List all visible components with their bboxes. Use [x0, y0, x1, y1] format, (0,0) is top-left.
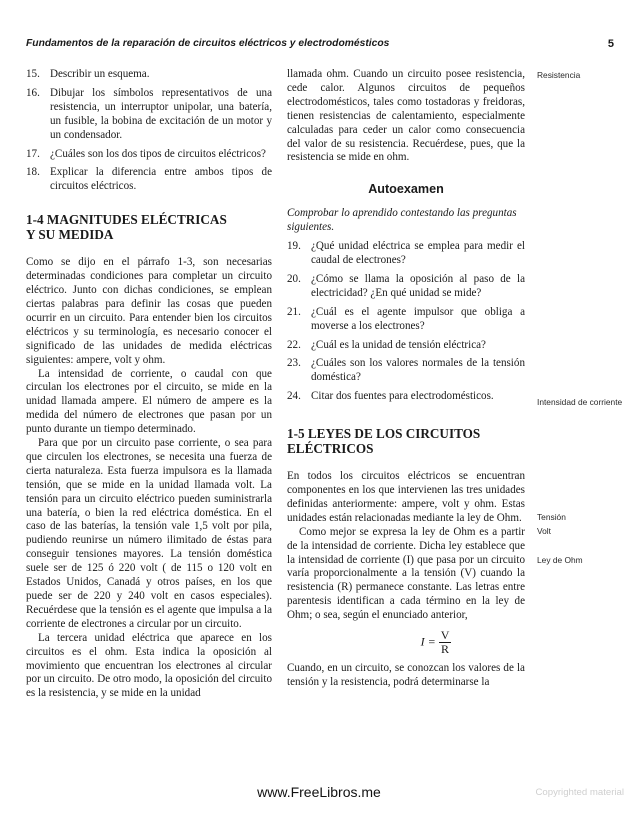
question-number: 20.: [287, 272, 301, 285]
heading-line: Y SU MEDIDA: [26, 227, 114, 243]
margin-note-intensidad: Intensidad de corriente: [537, 397, 623, 407]
question-item: [26, 166, 272, 194]
question-item: [287, 306, 525, 334]
margin-note-resistencia: Resistencia: [537, 70, 581, 80]
question-text: ¿Cuáles son los dos tipos de circuitos eléctricos?: [50, 147, 266, 160]
autoexamen-intro: Comprobar lo aprendido contestando las preguntas siguientes.: [287, 207, 517, 234]
formula-numerator: V: [440, 628, 450, 643]
question-item: [287, 339, 525, 353]
question-text: ¿Cómo se llama la oposición al paso de la electricidad? ¿En qué unidad se mide?: [311, 272, 525, 299]
paragraph: Como mejor se expresa la ley de Ohm es a partir de la intensidad de corriente. Dicha ley establece que la intensidad de corriente (I) que pasa por un circuito varía proporcionalmente a la tensión (V) cuando la resistencia (R) permanece constante. Las letras entre parentesis identifican a cada término en la ley de Ohm; o sea, según el enunciado anterior,: [287, 525, 525, 622]
autoexamen-title: Autoexamen: [368, 182, 444, 197]
margin-note-tension: Tensión: [537, 512, 566, 522]
copyright-watermark: Copyrighted material: [535, 787, 624, 798]
question-list-left: [26, 68, 272, 194]
question-number: 23.: [287, 357, 301, 370]
margin-note-ley-ohm: Ley de Ohm: [537, 555, 583, 565]
question-text: Citar dos fuentes para electrodomésticos.: [311, 390, 494, 403]
page-number: 5: [607, 38, 614, 50]
question-item: [287, 390, 525, 404]
question-number: 16.: [26, 86, 40, 99]
question-text: Describir un esquema.: [50, 68, 150, 80]
question-text: ¿Cuál es la unidad de tensión eléctrica?: [311, 338, 486, 351]
page-footer: [0, 784, 638, 802]
paragraph: Como se dijo en el párrafo 1-3, son necesarias determinadas condiciones para completar un circuito eléctrico. Junto con dichas condiciones, se emplean ciertas palabras para definir las cosas que pueden ocurrir en un circuito. Para entender bien los circuitos eléctricos y su terminología, es necesario conocer el significado de las unidades de medida eléctricas siguientes: ampere, volt y ohm.: [26, 256, 272, 366]
question-text: ¿Qué unidad eléctrica se emplea para medir el caudal de electrones?: [311, 240, 525, 266]
paragraph: llamada ohm. Cuando un circuito posee resistencia, cede calor. Algunos circuitos de pequeños electrodomésticos, tales como tostadoras y freidoras, tienen resistencias de calentamiento, especialmente calculadas para ceder un calor como consecuencia del valor de su resistencia. Recuérdese, pues, que la resistencia se mide en ohm.: [287, 68, 525, 164]
margin-note-volt: Volt: [537, 526, 551, 536]
question-text: ¿Cuál es el agente impulsor que obliga a moverse a los electrones?: [311, 305, 525, 332]
paragraph: La intensidad de corriente, o caudal con que circulan los electrones por el circuito, se mide en la unidad llamada ampere. El número de ampere es la medida del número de electrones que pasan por un punto durante un tiempo determinado.: [26, 367, 272, 436]
paragraph: Para que por un circuito pase corriente, o sea para que circulen los electrones, se necesita una fuerza de cierta naturaleza. Esta fuerza impulsora es la llamada tensión, que se mide en la unidad llamada volt. La tensión para un circuito eléctrico pueden suministrarla una batería, o bien la red eléctrica doméstica. En el caso de las baterías, la tensión vale 1,5 volt por pila, pudiendo reunirse un número ilimitado de éstas para conseguir tensiones mayores. La tensión doméstica suele ser de 125 ó 220 volt ( de 115 o 120 volt en Estados Unidos, Canadá y otros países, en los que puede ser de 220 y 240 volt en casos especiales). Recuérdese que la tensión es el agente que impulsa a la corriente de electrones a circular por un circuito.: [26, 437, 272, 630]
formula-lhs: I =: [420, 634, 436, 649]
question-list-autoexamen: [287, 240, 525, 404]
paragraph: Cuando, en un circuito, se conozcan los valores de la tensión y la resistencia, podrá determinarse la: [287, 662, 525, 688]
running-title: Fundamentos de la reparación de circuitos eléctricos y electrodomésticos: [26, 38, 390, 49]
section-heading-1-5: [287, 426, 525, 456]
right-column: [287, 68, 525, 690]
question-number: 24.: [287, 390, 301, 403]
question-number: 21.: [287, 305, 301, 318]
heading-line: 1-5 LEYES DE LOS CIRCUITOS: [287, 426, 481, 442]
question-item: [26, 87, 272, 143]
question-number: 22.: [287, 338, 301, 351]
question-number: 18.: [26, 166, 40, 179]
question-item: [287, 273, 525, 301]
question-text: ¿Cuáles son los valores normales de la tensión doméstica?: [311, 357, 525, 384]
paragraph: En todos los circuitos eléctricos se encuentran componentes en los que intervienen las tres unidades definidas anteriormente: ampere, volt y ohm. Estas unidades están relacionadas mediante la ley de Ohm.: [287, 470, 525, 524]
footer-site-link[interactable]: www.FreeLibros.me: [257, 784, 381, 800]
question-number: 15.: [26, 68, 40, 80]
left-column: [26, 68, 272, 701]
formula-fraction: [439, 629, 452, 656]
section-heading-1-4: [26, 212, 272, 242]
page-header: [26, 38, 614, 54]
question-item: [287, 240, 525, 268]
question-text: Dibujar los símbolos representativos de una resistencia, un interruptor unipolar, una batería, un fusible, la bobina de excitación de un motor y un condensador.: [50, 86, 272, 141]
question-number: 19.: [287, 240, 301, 253]
formula-denominator: R: [441, 642, 450, 657]
ohm-formula: [347, 629, 525, 656]
heading-line: ELÉCTRICOS: [287, 441, 374, 457]
question-item: [26, 148, 272, 162]
question-number: 17.: [26, 147, 40, 160]
question-item: [26, 68, 272, 82]
question-text: Explicar la diferencia entre ambos tipos de circuitos eléctricos.: [50, 166, 272, 193]
paragraph: La tercera unidad eléctrica que aparece en los circuitos es el ohm. Esta indica la oposición al movimiento que encuentran los electrones al circular por un circuito. De otro modo, la oposición del circuito es la resistencia, y se mide en la unidad: [26, 631, 272, 700]
question-item: [287, 357, 525, 385]
heading-line: 1-4 MAGNITUDES ELÉCTRICAS: [26, 212, 227, 228]
